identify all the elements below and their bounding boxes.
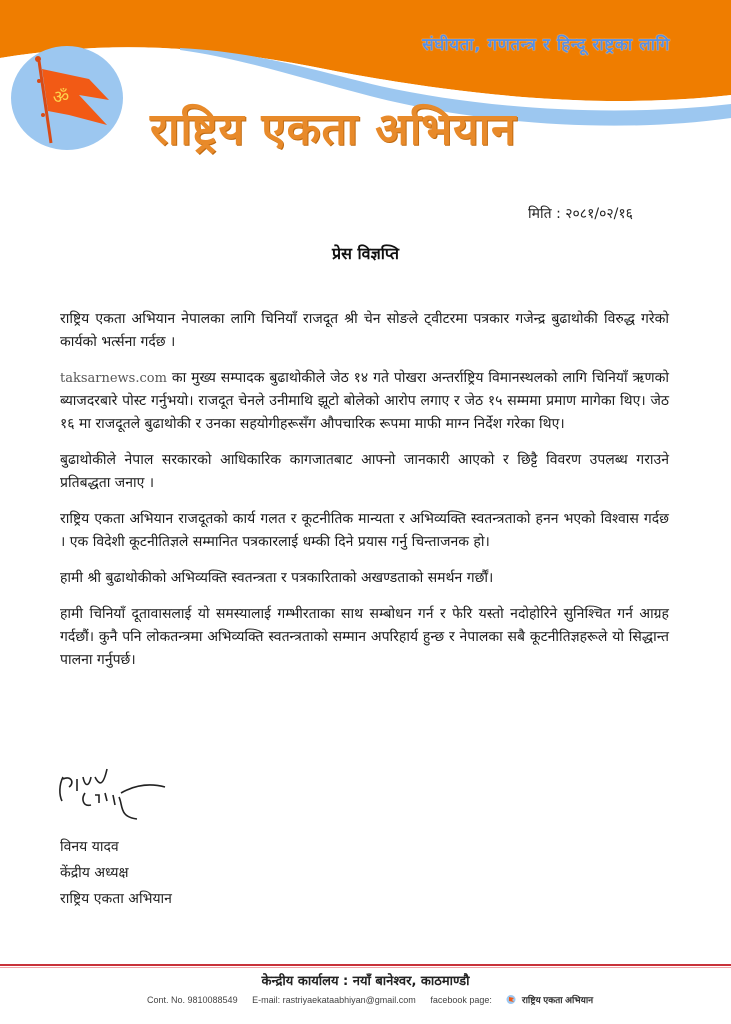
- footer-rule: [0, 964, 731, 966]
- letterhead-header: [0, 0, 731, 190]
- footer-rule-shadow: [0, 967, 731, 968]
- news-site-name: taksarnews.com: [60, 371, 167, 386]
- organization-title: राष्ट्रिय एकता अभियान: [150, 104, 517, 155]
- paragraph: बुढाथोकीले नेपाल सरकारको आधिकारिक कागजातबाट आफ्नो जानकारी आएको र छिट्टै विवरण उपलब्ध गराउने प्रतिबद्धता जनाए ।: [60, 452, 669, 491]
- signatory-block: [60, 834, 172, 912]
- paragraph: राष्ट्रिय एकता अभियान राजदूतको कार्य गलत र कूटनीतिक मान्यता र अभिव्यक्ति स्वतन्त्रताको हनन भएको विश्वास गर्दछ । एक विदेशी कूटनीतिज्ञले सम्मानित पत्रकारलाई धम्की दिने प्रयास गर्नु चिन्ताजनक हो।: [60, 511, 669, 550]
- contact-email[interactable]: E-mail: rastriyaekataabhiyan@gmail.com: [252, 995, 416, 1005]
- facebook-label: facebook page:: [430, 995, 492, 1005]
- saffron-flag-om-icon: [9, 45, 125, 151]
- signatory-name: विनय यादव: [60, 839, 119, 855]
- date-separator: :: [556, 206, 561, 222]
- signatory-position: केंद्रीय अध्यक्ष: [60, 865, 129, 881]
- paragraph-text: का मुख्य सम्पादक बुढाथोकीले जेठ १४ गते पोखरा अन्तर्राष्ट्रिय विमानस्थलको लागि चिनियाँ ऋणको ब्याजदरबारे पोस्ट गर्नुभयो। राजदूत चेनले उनीमाथि झूटो बोलेको आरोप लगाए र जेठ १५ सम्ममा प्रमाण मागेका थिए। जेठ १६ मा राजदूतले बुढाथोकी र उनका सहयोगीहरूसँग औपचारिक रूपमा माफी माग्न निर्देश गरेका थिए।: [60, 370, 669, 432]
- paragraph: [60, 367, 669, 436]
- press-release-title: प्रेस विज्ञप्ति: [332, 244, 399, 263]
- handwritten-signature-icon: [55, 765, 170, 825]
- facebook-page-name: राष्ट्रिय एकता अभियान: [521, 995, 594, 1005]
- press-release-body: [60, 308, 669, 685]
- signatory-organization: राष्ट्रिय एकता अभियान: [60, 891, 172, 907]
- paragraph: हामी चिनियाँ दूतावासलाई यो समस्यालाई गम्भीरताका साथ सम्बोधन गर्न र फेरि यस्तो नदोहोरिने सुनिश्चित गर्न आग्रह गर्दछौं। कुनै पनि लोकतन्त्रमा अभिव्यक्ति स्वतन्त्रताको सम्मान अपरिहार्य हुन्छ र नेपालका सबै कूटनीतिज्ञहरूले यो सिद्धान्त पालना गर्नुपर्छ।: [60, 606, 669, 668]
- flag-icon: [506, 995, 516, 1004]
- header-tagline: संघीयता, गणतन्त्र र हिन्दू राष्ट्रका लागि: [422, 35, 670, 55]
- footer-contacts: [147, 993, 617, 1006]
- paragraph: हामी श्री बुढाथोकीको अभिव्यक्ति स्वतन्त्रता र पत्रकारिताको अखण्डताको समर्थन गर्छौं।: [60, 570, 494, 586]
- date-value: २०८१/०२/१६: [565, 206, 633, 222]
- footer-office-address: केन्द्रीय कार्यालय : नयाँ बानेश्वर, काठमाण्डौ: [261, 974, 470, 989]
- facebook-page[interactable]: [430, 995, 605, 1005]
- svg-text:ॐ: ॐ: [52, 87, 70, 108]
- paragraph: राष्ट्रिय एकता अभियान नेपालका लागि चिनियाँ राजदूत श्री चेन सोङले ट्वीटरमा पत्रकार गजेन्द्र बुढाथोकी विरुद्ध गरेको कार्यको भर्त्सना गर्दछ ।: [60, 311, 669, 350]
- date-label: मिति: [528, 206, 552, 222]
- document-date: [528, 204, 633, 223]
- contact-number: Cont. No. 9810088549: [147, 995, 238, 1005]
